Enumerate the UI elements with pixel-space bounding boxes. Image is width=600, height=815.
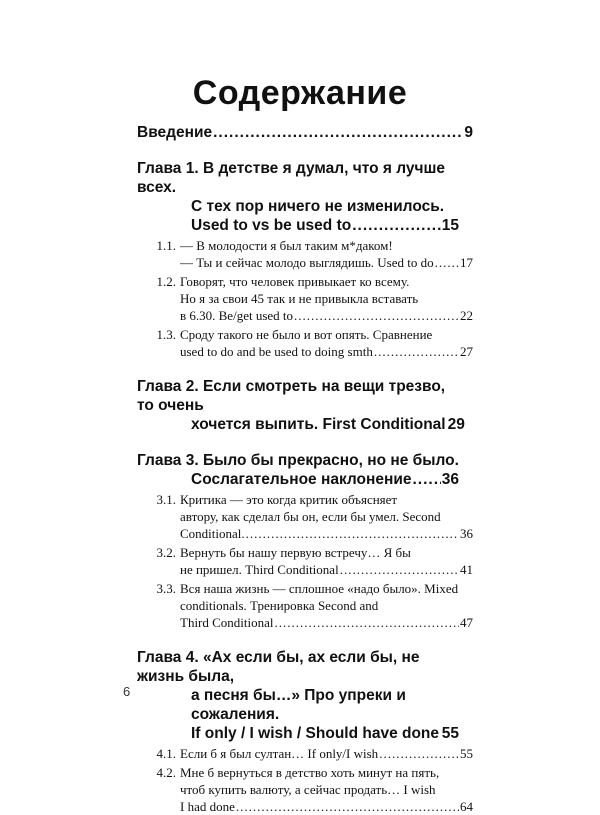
section-line: Вернуть бы нашу первую встречу… Я бы: [180, 545, 411, 560]
dot-leader: [374, 343, 459, 360]
section-number: 4.2.: [156, 765, 176, 780]
section-last-line: [180, 745, 473, 762]
section-page: 64: [460, 799, 473, 814]
section-last-line: [180, 254, 473, 271]
chapter-1-page: 15: [441, 217, 459, 234]
chapter-1-line-2: С тех пор ничего не изменилось.: [191, 198, 445, 215]
chapter-3-page: 36: [441, 471, 459, 488]
page-number: 6: [123, 684, 131, 699]
section-last-text: в 6.30. Be/get used to: [180, 308, 294, 323]
toc-section-1-1[interactable]: [137, 237, 473, 271]
section-last-line: [180, 525, 473, 542]
chapter-1-line-1: Глава 1. В детстве я думал, что я лучше всех.: [137, 160, 446, 196]
section-page: 41: [460, 562, 473, 577]
section-page: 36: [460, 526, 473, 541]
dot-leader: [236, 798, 459, 815]
section-number: 1.1.: [156, 238, 176, 253]
section-line: — В молодости я был таким м*даком!: [180, 238, 393, 253]
section-last-text: Third Conditional: [180, 615, 274, 630]
toc-section-3-2[interactable]: [137, 544, 473, 578]
toc-intro-label: Введение: [137, 124, 213, 141]
chapter-4-line-1: Глава 4. «Ах если бы, ах если бы, не жизнь была,: [137, 649, 420, 685]
section-last-text: used to do and be used to doing smth: [180, 344, 373, 359]
toc-section-4-1[interactable]: [137, 745, 473, 762]
toc-intro[interactable]: [137, 123, 473, 142]
section-line: Сроду такого не было и вот опять. Сравнение: [180, 327, 433, 342]
dot-leader: [379, 745, 459, 762]
toc-section-4-2[interactable]: [137, 764, 473, 815]
toc-section-3-1[interactable]: [137, 491, 473, 542]
section-line: Говорят, что человек привыкает ко всему.: [180, 274, 410, 289]
section-number: 3.1.: [156, 492, 176, 507]
dot-leader: [435, 254, 459, 271]
section-last-text: не пришел. Third Conditional: [180, 562, 339, 577]
chapter-3-last-line: [137, 470, 459, 489]
chapter-1-last-text: Used to vs be used to: [191, 217, 352, 234]
chapter-4-last-text: If only / I wish / Should have done: [191, 725, 440, 742]
toc-section-1-2[interactable]: [137, 273, 473, 324]
table-of-contents: [137, 120, 473, 815]
toc-chapter-1[interactable]: [137, 159, 459, 235]
chapter-3-line-1: Глава 3. Было бы прекрасно, но не было.: [137, 452, 459, 469]
toc-chapter-4[interactable]: [137, 648, 459, 743]
chapter-4-page: 55: [441, 725, 459, 742]
chapter-2-page: 29: [447, 416, 465, 433]
section-page: 55: [460, 746, 473, 761]
section-number: 4.1.: [156, 746, 176, 761]
dot-leader: [413, 470, 441, 489]
toc-chapter-2[interactable]: [137, 377, 465, 434]
section-last-line: [180, 343, 473, 360]
section-line: conditionals. Тренировка Second and: [180, 598, 379, 613]
dot-leader: [340, 561, 459, 578]
toc-intro-page: 9: [464, 124, 473, 141]
toc-chapter-3[interactable]: [137, 451, 459, 489]
section-last-text: Conditional.: [180, 526, 245, 541]
section-page: 47: [460, 615, 473, 630]
section-page: 17: [460, 255, 473, 270]
section-line: Мне б вернуться в детство хоть минут на пять,: [180, 765, 440, 780]
dot-leader: [246, 525, 459, 542]
section-last-line: [180, 614, 473, 631]
chapter-1-last-line: [137, 216, 459, 235]
dot-leader: [352, 216, 441, 235]
section-last-text: Если б я был султан… If only/I wish: [180, 746, 379, 761]
chapter-4-line-2: а песня бы…» Про упреки и сожаления.: [191, 687, 406, 723]
section-last-line: [180, 798, 473, 815]
dot-leader: [440, 724, 441, 743]
page-title: Содержание: [192, 74, 408, 112]
dot-leader: [294, 307, 459, 324]
section-page: 27: [460, 344, 473, 359]
section-line: автору, как сделал бы он, если бы умел. Second: [180, 509, 441, 524]
section-number: 3.3.: [156, 581, 176, 596]
toc-section-1-3[interactable]: [137, 326, 473, 360]
section-number: 1.3.: [156, 327, 176, 342]
chapter-2-last-line: [137, 415, 465, 434]
chapter-2-line-1: Глава 2. Если смотреть на вещи трезво, то очень: [137, 378, 446, 414]
dot-leader: [275, 614, 459, 631]
chapter-2-last-text: хочется выпить. First Conditional: [191, 416, 446, 433]
section-last-line: [180, 307, 473, 324]
section-page: 22: [460, 308, 473, 323]
chapter-4-last-line: [137, 724, 459, 743]
section-line: чтоб купить валюту, а сейчас продать… I wish: [180, 782, 436, 797]
section-line: Вся наша жизнь — сплошное «надо было». Mixed: [180, 581, 459, 596]
section-line: Критика — это когда критик объясняет: [180, 492, 398, 507]
section-line: Но я за свои 45 так и не привыкла вставать: [180, 291, 419, 306]
section-last-text: I had done: [180, 799, 235, 814]
section-number: 3.2.: [156, 545, 176, 560]
section-number: 1.2.: [156, 274, 176, 289]
toc-section-3-3[interactable]: [137, 580, 473, 631]
section-last-text: — Ты и сейчас молодо выглядишь. Used to do: [180, 255, 434, 270]
section-last-line: [180, 561, 473, 578]
dot-leader: [213, 123, 463, 142]
chapter-3-last-text: Сослагательное наклонение: [191, 471, 412, 488]
